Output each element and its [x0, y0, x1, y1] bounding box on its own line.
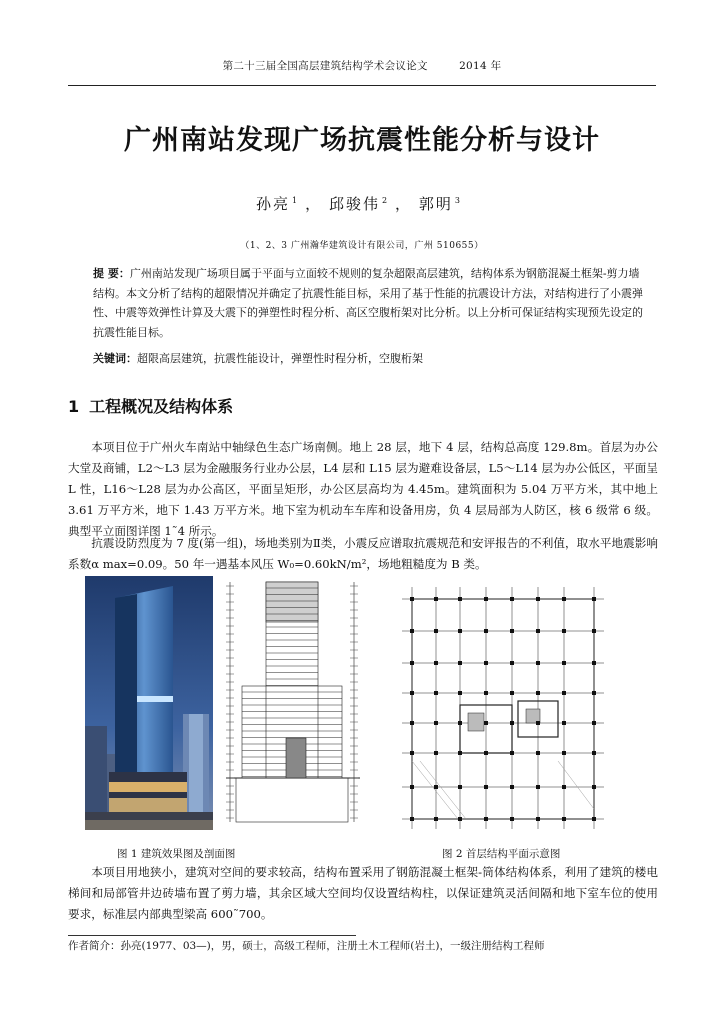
plan-column: [484, 597, 488, 601]
plan-column: [536, 721, 540, 725]
plan-column: [410, 691, 414, 695]
plan-column: [458, 661, 462, 665]
plan-column: [410, 785, 414, 789]
keywords: [93, 350, 648, 367]
plan-column: [510, 721, 514, 725]
plan-column: [458, 817, 462, 821]
paragraph-seismic-parameters: 抗震设防烈度为 7 度(第一组)，场地类别为Ⅱ类，小震反应谱取抗震规范和安评报告的不利值，取水平地震影响系数α max=0.09。50 年一遇基本风压 W₀=0.60kN/m²，场地粗糙度为 B 类。: [68, 536, 658, 571]
author-mark: 2: [381, 196, 388, 205]
plan-column: [592, 751, 596, 755]
building-rendering-image: [85, 576, 213, 830]
author-separator: ，: [305, 195, 323, 213]
author-name: 孙亮: [256, 195, 291, 213]
paragraph-structural-system: 本项目用地狭小，建筑对空间的要求较高，结构布置采用了钢筋混凝土框架-筒体结构体系，利用了建筑的楼电梯间和局部管井边砖墙布置了剪力墙，其余区域大空间均仅设置结构柱，以保证建筑灵活间隔和地下室车位的使用要求，标准层内部典型梁高 600˜700。: [68, 865, 658, 921]
plan-column: [410, 721, 414, 725]
author-mark: 3: [454, 196, 460, 205]
plan-column: [410, 629, 414, 633]
section-number: 1: [68, 397, 80, 416]
plan-column: [510, 661, 514, 665]
plan-column: [484, 721, 488, 725]
plan-column: [434, 597, 438, 601]
plan-column: [562, 597, 566, 601]
plan-column: [562, 751, 566, 755]
plan-column: [484, 817, 488, 821]
plan-column: [434, 721, 438, 725]
plan-column: [536, 785, 540, 789]
plan-column: [434, 817, 438, 821]
conference-year: 2014 年: [459, 60, 502, 72]
building-rendering-graphic: [85, 576, 213, 830]
figure-1-caption: 图 1 建筑效果图及剖面图: [117, 848, 236, 860]
plan-column: [510, 691, 514, 695]
plan-column: [592, 721, 596, 725]
figure-2-caption: 图 2 首层结构平面示意图: [442, 848, 561, 860]
plan-column: [536, 817, 540, 821]
header-rule: [68, 85, 656, 86]
keywords-label: 关键词：: [93, 352, 137, 365]
keywords-text: 超限高层建筑，抗震性能设计，弹塑性时程分析，空腹桁架: [137, 352, 423, 365]
plan-column: [458, 597, 462, 601]
plan-column: [510, 597, 514, 601]
footnote-rule: [68, 935, 356, 936]
plan-column: [592, 691, 596, 695]
abstract-label: 提 要：: [93, 267, 130, 280]
plan-column: [592, 629, 596, 633]
abstract-text: 广州南站发现广场项目属于平面与立面较不规则的复杂超限高层建筑，结构体系为钢筋混凝土框架-剪力墙结构。本文分析了结构的超限情况并确定了抗震性能目标，采用了基于性能的抗震设计方法，对结构进行了小震弹性、中震等效弹性计算及大震下的弹塑性时程分析、高区空腹桁架对比分析。以上分析可保证结构实现预先设定的抗震性能目标。: [93, 267, 643, 339]
plan-column: [410, 661, 414, 665]
author-separator: ，: [395, 195, 413, 213]
plan-column: [458, 691, 462, 695]
section-title: 工程概况及结构体系: [89, 397, 234, 416]
plan-column: [536, 597, 540, 601]
plan-column: [484, 691, 488, 695]
section-heading: [68, 394, 233, 417]
plan-column: [484, 629, 488, 633]
ground-floor-plan-drawing: [398, 581, 608, 833]
section-drawing-graphic: [226, 576, 360, 828]
author-name: 郭明: [418, 195, 453, 213]
plan-column: [434, 691, 438, 695]
paragraph-project-overview: 本项目位于广州火车南站中轴绿色生态广场南侧。地上 28 层，地下 4 层，结构总高度 129.8m。首层为办公大堂及商铺，L2～L3 层为金融服务行业办公层，L4 层和 L15 层为避难设备层，L5～L14 层为办公低区，平面呈 L 性，L16～L28 层为办公高区，平面呈矩形，办公区层高均为 4.45m。建筑面积为 5.04 万平方米，其中地上 3.61 万平方米，地下 1.43 万平方米。地下室为机动车车库和设备用房，负 4 层局部为人防区，核 6 级常 6 级。典型平立面图详图 1˜4 所示。: [68, 440, 658, 538]
plan-column: [484, 661, 488, 665]
plan-column: [592, 785, 596, 789]
paper-title: 广州南站发现广场抗震性能分析与设计: [124, 125, 600, 156]
plan-column: [592, 817, 596, 821]
plan-column: [510, 751, 514, 755]
author-footnote: 作者简介：孙亮(1977、03—)，男，硕士，高级工程师，注册土木工程师(岩土)，一级注册结构工程师: [68, 940, 545, 952]
plan-column: [510, 629, 514, 633]
plan-column: [562, 785, 566, 789]
plan-column: [510, 817, 514, 821]
plan-column: [434, 751, 438, 755]
plan-column: [410, 597, 414, 601]
plan-column: [536, 751, 540, 755]
abstract: [93, 264, 648, 342]
plan-column: [410, 817, 414, 821]
running-header: [0, 58, 724, 73]
plan-column: [458, 721, 462, 725]
author-mark: 1: [292, 196, 298, 205]
plan-column: [536, 661, 540, 665]
plan-column: [562, 629, 566, 633]
plan-column: [562, 817, 566, 821]
plan-column: [562, 721, 566, 725]
author-name: 邱骏伟: [328, 195, 380, 213]
plan-column: [458, 629, 462, 633]
affiliation: （1、2、3 广州瀚华建筑设计有限公司，广州 510655）: [240, 241, 484, 251]
plan-column: [484, 751, 488, 755]
plan-column: [592, 597, 596, 601]
plan-column: [458, 785, 462, 789]
plan-column: [536, 629, 540, 633]
building-section-drawing: [226, 576, 360, 828]
plan-column: [484, 785, 488, 789]
plan-column: [434, 785, 438, 789]
plan-column: [458, 751, 462, 755]
plan-column: [562, 691, 566, 695]
plan-column: [410, 751, 414, 755]
plan-column: [434, 661, 438, 665]
plan-drawing-graphic: [398, 581, 608, 833]
plan-column: [536, 691, 540, 695]
author-list: [0, 193, 724, 214]
conference-name: 第二十三届全国高层建筑结构学术会议论文: [222, 60, 428, 72]
plan-column: [562, 661, 566, 665]
plan-column: [510, 785, 514, 789]
plan-column: [434, 629, 438, 633]
plan-column: [592, 661, 596, 665]
